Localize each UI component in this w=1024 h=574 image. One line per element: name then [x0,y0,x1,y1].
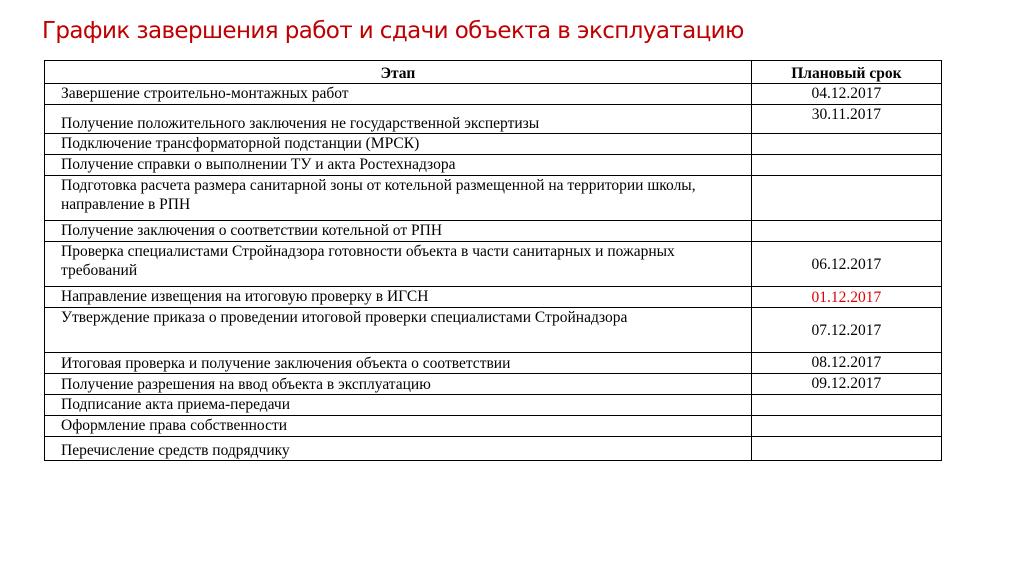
stage-cell: Получение справки о выполнении ТУ и акта Ростехнадзора [45,155,752,176]
deadline-cell: 30.11.2017 [751,105,941,134]
stage-cell: Итоговая проверка и получение заключения объекта о соответствии [45,353,752,374]
deadline-cell [751,416,941,437]
deadline-cell: 04.12.2017 [751,84,941,105]
stage-cell: Подписание акта приема-передачи [45,395,752,416]
table-row [45,374,942,395]
table-row [45,395,942,416]
stage-cell: Перечисление средств подрядчику [45,437,752,461]
deadline-cell [751,176,941,221]
table-row [45,308,942,353]
deadline-cell: 06.12.2017 [751,242,941,287]
deadline-cell-highlighted: 01.12.2017 [751,287,941,308]
table-row [45,353,942,374]
table-row [45,134,942,155]
table-row [45,437,942,461]
stage-cell: Получение положительного заключения не государственной экспертизы [45,105,752,134]
table-row [45,242,942,287]
table-row [45,416,942,437]
deadline-cell [751,395,941,416]
stage-cell: Подключение трансформаторной подстанции (МРСК) [45,134,752,155]
stage-cell: Утверждение приказа о проведении итоговой проверки специалистами Стройнадзора [45,308,752,353]
table-row [45,105,942,134]
table-row [45,287,942,308]
stage-cell: Получение разрешения на ввод объекта в эксплуатацию [45,374,752,395]
deadline-cell [751,134,941,155]
table-row [45,84,942,105]
stage-cell: Проверка специалистами Стройнадзора готовности объекта в части санитарных и пожарных требований [45,242,752,287]
schedule-table [44,60,942,461]
header-stage: Этап [45,61,752,84]
deadline-cell: 09.12.2017 [751,374,941,395]
stage-cell: Завершение строительно-монтажных работ [45,84,752,105]
stage-cell: Направление извещения на итоговую проверку в ИГСН [45,287,752,308]
table-row [45,176,942,221]
table-row [45,221,942,242]
stage-cell: Подготовка расчета размера санитарной зоны от котельной размещенной на территории школы, направление в РПН [45,176,752,221]
stage-cell: Получение заключения о соответствии котельной от РПН [45,221,752,242]
header-deadline: Плановый срок [751,61,941,84]
deadline-cell: 07.12.2017 [751,308,941,353]
deadline-cell [751,437,941,461]
deadline-cell: 08.12.2017 [751,353,941,374]
deadline-cell [751,155,941,176]
table-row [45,155,942,176]
table-header-row [45,61,942,84]
deadline-cell [751,221,941,242]
page-title: График завершения работ и сдачи объекта в эксплуатацию [42,18,744,44]
stage-cell: Оформление права собственности [45,416,752,437]
